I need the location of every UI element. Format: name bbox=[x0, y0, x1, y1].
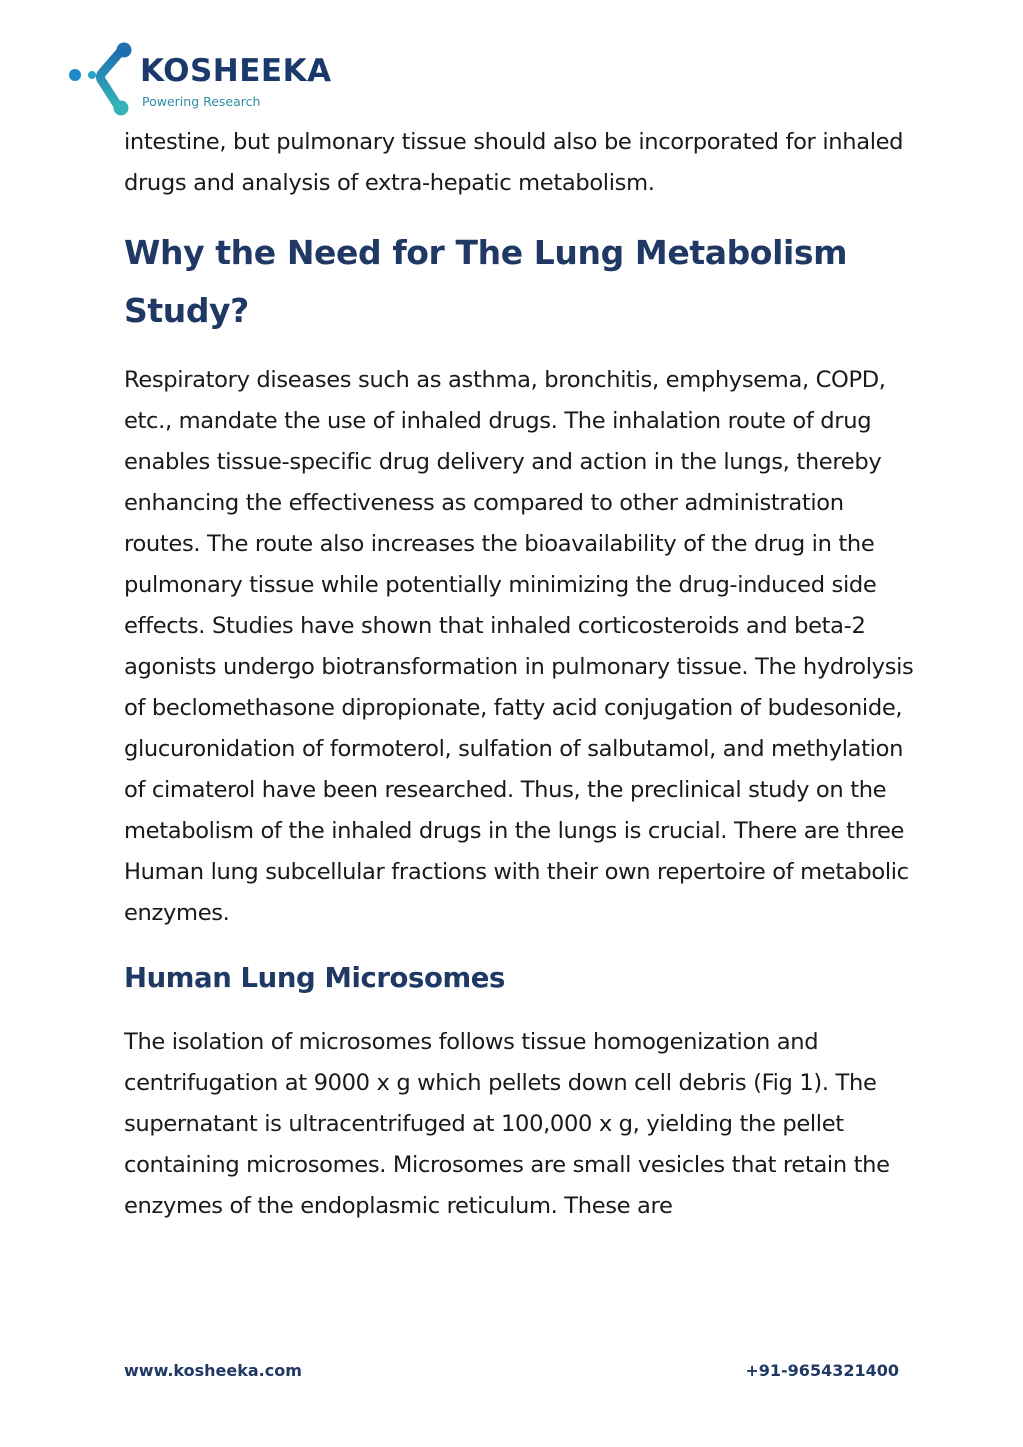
section-heading-lung-metabolism: Why the Need for The Lung Metabolism Study? bbox=[124, 233, 848, 330]
paragraph-lung-microsomes: The isolation of microsomes follows tissue homogenization and centrifugation at 9000 x g which pellets down cell debris (Fig 1). The supernatant is ultracentrifuged at 100,000 x g, yielding the pellet containing microsomes. Microsomes are small vesicles that retain the enzymes of the endoplasmic reticulum. These are bbox=[124, 1029, 890, 1219]
brand-logo bbox=[66, 40, 356, 118]
footer-phone: +91-9654321400 bbox=[745, 1361, 899, 1380]
intro-paragraph: intestine, but pulmonary tissue should also be incorporated for inhaled drugs and analysis of extra-hepatic metabolism. bbox=[124, 129, 904, 196]
paragraph-lung-metabolism: Respiratory diseases such as asthma, bronchitis, emphysema, COPD, etc., mandate the use of inhaled drugs. The inhalation route of drug enables tissue-specific drug delivery and action in the lungs, thereby enhancing the effectiveness as compared to other administration routes. The route also increases the bioavailability of the drug in the pulmonary tissue while potentially minimizing the drug-induced side effects. Studies have shown that inhaled corticosteroids and beta-2 agonists undergo biotransformation in pulmonary tissue. The hydrolysis of beclomethasone dipropionate, fatty acid conjugation of budesonide, glucuronidation of formoterol, sulfation of salbutamol, and methylation of cimaterol have been researched. Thus, the preclinical study on the metabolism of the inhaled drugs in the lungs is crucial. There are three Human lung subcellular fractions with their own repertoire of metabolic enzymes. bbox=[124, 367, 914, 926]
document-body bbox=[124, 122, 914, 1227]
brand-name: KOSHEEKA bbox=[140, 53, 332, 89]
footer-website-link[interactable]: www.kosheeka.com bbox=[124, 1361, 302, 1380]
logo-molecule-icon bbox=[66, 40, 140, 118]
section-heading-lung-microsomes: Human Lung Microsomes bbox=[124, 962, 505, 994]
brand-tagline: Powering Research bbox=[142, 94, 261, 109]
